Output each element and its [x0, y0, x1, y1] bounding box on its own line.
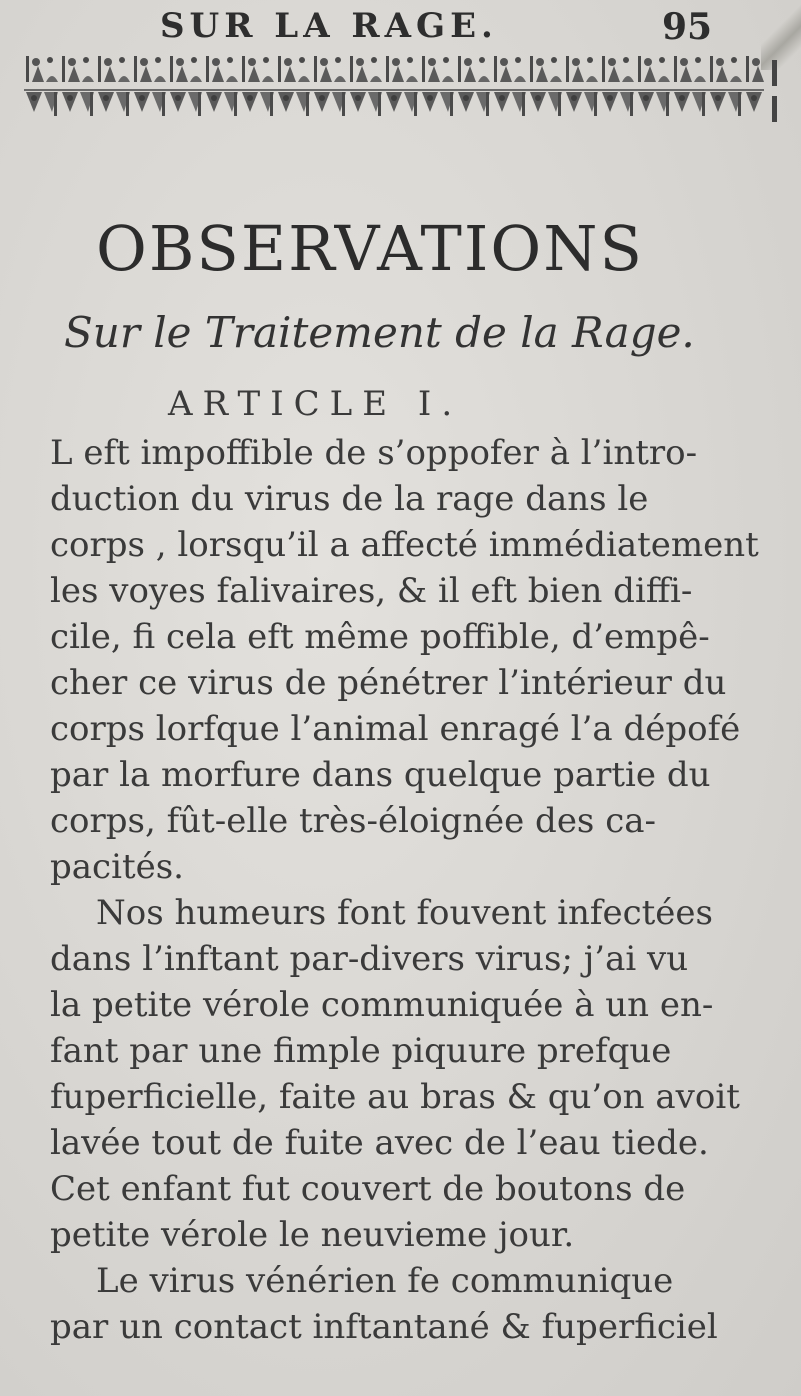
text-line: cile, fi cela eft même poffible, d’empê- — [50, 617, 710, 657]
text-line: duction du virus de la rage dans le — [50, 479, 649, 519]
page-number: 95 — [662, 6, 713, 48]
text-line: Le virus vénérien fe communique — [96, 1261, 674, 1301]
article-heading: ARTICLE I. — [168, 384, 463, 424]
ornament-band — [24, 52, 794, 132]
text-line: dans l’inftant par-divers virus; j’ai vu — [50, 939, 689, 979]
running-head: SUR LA RAGE. — [160, 6, 498, 46]
section-title: OBSERVATIONS — [96, 212, 644, 285]
text-line: Cet enfant fut couvert de boutons de — [50, 1169, 686, 1209]
text-line: fant par une fimple piquure prefque — [50, 1031, 672, 1071]
text-line: la petite vérole communiquée à un en- — [50, 985, 714, 1025]
text-line: L eft impoffible de s’oppofer à l’intro- — [50, 433, 698, 473]
text-line: petite vérole le neuvieme jour. — [50, 1215, 575, 1255]
text-line: les voyes falivaires, & il eft bien diffi- — [50, 571, 693, 611]
section-subtitle: Sur le Traitement de la Rage. — [64, 308, 695, 357]
text-line: corps , lorsqu’il a affecté immédiatement — [50, 525, 759, 565]
text-line: corps lorfque l’animal enragé l’a dépofé — [50, 709, 741, 749]
text-line: Nos humeurs font fouvent infectées — [96, 893, 713, 933]
text-line: pacités. — [50, 847, 184, 887]
text-line: corps, fût-elle très-éloignée des ca- — [50, 801, 656, 841]
text-line: cher ce virus de pénétrer l’intérieur du — [50, 663, 727, 703]
text-line: par la morfure dans quelque partie du — [50, 755, 711, 795]
text-line: par un contact inftantané & fuperficiel — [50, 1307, 718, 1347]
text-line: lavée tout de fuite avec de l’eau tiede. — [50, 1123, 709, 1163]
text-line: fuperficielle, faite au bras & qu’on avoit — [50, 1077, 740, 1117]
